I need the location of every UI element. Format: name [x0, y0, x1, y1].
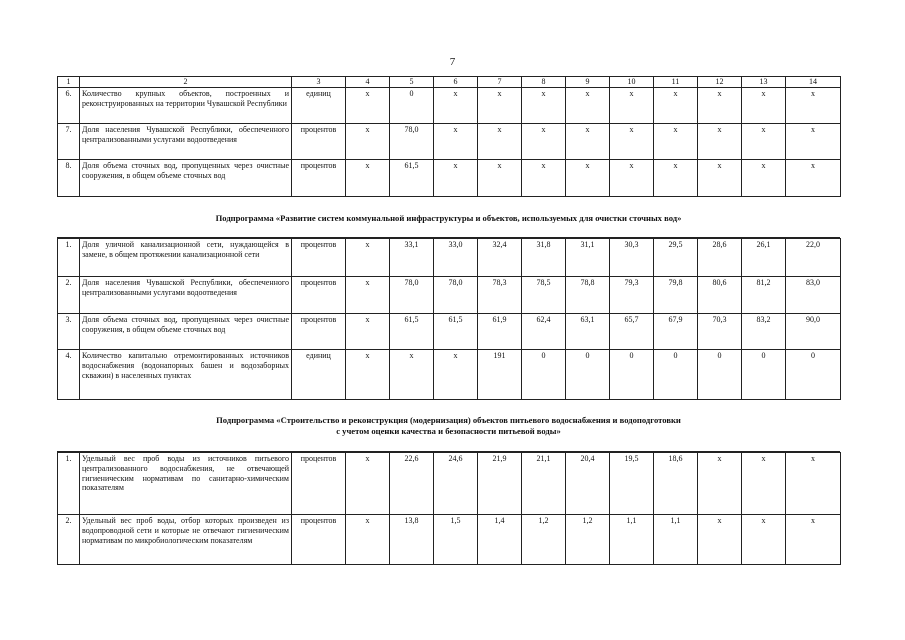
value-cell: x [654, 160, 698, 197]
value-cell: 78,0 [434, 277, 478, 314]
value-cell: 67,9 [654, 314, 698, 350]
value-cell: x [742, 453, 786, 515]
value-cell: x [742, 88, 786, 124]
value-cell: x [610, 124, 654, 160]
column-number: 14 [786, 77, 841, 88]
indicator-name: Количество крупных объектов, построенных и реконструированных на территории Чувашской Республики [80, 88, 292, 124]
unit-of-measure: процентов [292, 515, 346, 565]
value-cell: 1,1 [654, 515, 698, 565]
value-cell: 61,5 [390, 314, 434, 350]
row-number: 4. [58, 350, 80, 400]
value-cell: x [346, 453, 390, 515]
value-cell: x [698, 160, 742, 197]
column-number: 13 [742, 77, 786, 88]
value-cell: x [346, 124, 390, 160]
value-cell: x [346, 239, 390, 277]
column-number: 4 [346, 77, 390, 88]
value-cell: x [654, 88, 698, 124]
value-cell: 80,6 [698, 277, 742, 314]
indicators-table-subprogram-2 [57, 452, 841, 565]
value-cell: x [478, 160, 522, 197]
value-cell: 1,1 [610, 515, 654, 565]
row-number: 6. [58, 88, 80, 124]
value-cell: 22,6 [390, 453, 434, 515]
indicator-name: Доля населения Чувашской Республики, обеспеченного централизованными услугами водоотведения [80, 124, 292, 160]
value-cell: 33,1 [390, 239, 434, 277]
value-cell: 79,3 [610, 277, 654, 314]
value-cell: x [346, 277, 390, 314]
column-number: 6 [434, 77, 478, 88]
indicator-name: Доля уличной канализационной сети, нуждающейся в замене, в общем протяжении канализационной сети [80, 239, 292, 277]
table-row [58, 453, 841, 515]
column-number: 2 [80, 77, 292, 88]
table-row [58, 314, 841, 350]
value-cell: 24,6 [434, 453, 478, 515]
table-row [58, 239, 841, 277]
indicators-table-subprogram-1 [57, 238, 841, 400]
value-cell: x [346, 515, 390, 565]
value-cell: x [698, 453, 742, 515]
indicators-table-part-1 [57, 76, 841, 197]
value-cell: 21,1 [522, 453, 566, 515]
value-cell: x [698, 515, 742, 565]
column-number: 7 [478, 77, 522, 88]
value-cell: 0 [390, 88, 434, 124]
value-cell: x [566, 160, 610, 197]
value-cell: 22,0 [786, 239, 841, 277]
unit-of-measure: процентов [292, 277, 346, 314]
value-cell: x [566, 88, 610, 124]
row-number: 2. [58, 515, 80, 565]
value-cell: 65,7 [610, 314, 654, 350]
column-number: 5 [390, 77, 434, 88]
column-number: 10 [610, 77, 654, 88]
column-number: 12 [698, 77, 742, 88]
value-cell: x [434, 88, 478, 124]
column-number: 9 [566, 77, 610, 88]
value-cell: x [434, 350, 478, 400]
table-row [58, 88, 841, 124]
value-cell: 1,2 [566, 515, 610, 565]
table-row [58, 124, 841, 160]
unit-of-measure: процентов [292, 453, 346, 515]
value-cell: 0 [698, 350, 742, 400]
indicator-name: Доля объема сточных вод, пропущенных через очистные сооружения, в общем объеме сточных вод [80, 160, 292, 197]
value-cell: 61,9 [478, 314, 522, 350]
unit-of-measure: процентов [292, 239, 346, 277]
value-cell: 78,8 [566, 277, 610, 314]
unit-of-measure: единиц [292, 88, 346, 124]
value-cell: 20,4 [566, 453, 610, 515]
value-cell: x [786, 124, 841, 160]
value-cell: x [478, 88, 522, 124]
row-number: 2. [58, 277, 80, 314]
column-number-header-row [58, 77, 841, 88]
value-cell: 61,5 [434, 314, 478, 350]
value-cell: x [654, 124, 698, 160]
value-cell: 70,3 [698, 314, 742, 350]
value-cell: x [742, 124, 786, 160]
indicator-name: Удельный вес проб воды, отбор которых произведен из водопроводной сети и которые не отвечают гигиеническим нормативам по микробиологическим показателям [80, 515, 292, 565]
indicator-name: Доля населения Чувашской Республики, обеспеченного централизованными услугами водоотведения [80, 277, 292, 314]
subprogram-2-title-line-2: с учетом оценки качества и безопасности питьевой воды» [336, 426, 561, 437]
value-cell: 0 [610, 350, 654, 400]
value-cell: x [786, 515, 841, 565]
value-cell: 78,0 [390, 277, 434, 314]
value-cell: 31,1 [566, 239, 610, 277]
value-cell: x [610, 88, 654, 124]
value-cell: x [610, 160, 654, 197]
indicator-name: Количество капитально отремонтированных источников водоснабжения (водонапорных башен и водозаборных скважин) в населенных пунктах [80, 350, 292, 400]
table-row [58, 350, 841, 400]
value-cell: 90,0 [786, 314, 841, 350]
value-cell: x [434, 124, 478, 160]
value-cell: 0 [522, 350, 566, 400]
page-number: 7 [449, 56, 456, 68]
value-cell: 13,8 [390, 515, 434, 565]
value-cell: 83,0 [786, 277, 841, 314]
value-cell: 19,5 [610, 453, 654, 515]
value-cell: x [522, 88, 566, 124]
value-cell: 32,4 [478, 239, 522, 277]
value-cell: x [522, 160, 566, 197]
value-cell: 30,3 [610, 239, 654, 277]
row-number: 3. [58, 314, 80, 350]
value-cell: 78,5 [522, 277, 566, 314]
value-cell: x [566, 124, 610, 160]
subprogram-2-title-line-1: Подпрограмма «Строительство и реконструкция (модернизация) объектов питьевого водоснабжения и водоподготовки [216, 415, 681, 425]
row-number: 1. [58, 239, 80, 277]
value-cell: 78,0 [390, 124, 434, 160]
value-cell: 29,5 [654, 239, 698, 277]
value-cell: 0 [566, 350, 610, 400]
unit-of-measure: единиц [292, 350, 346, 400]
value-cell: x [478, 124, 522, 160]
value-cell: 81,2 [742, 277, 786, 314]
value-cell: x [786, 88, 841, 124]
value-cell: x [742, 515, 786, 565]
value-cell: 61,5 [390, 160, 434, 197]
row-number: 1. [58, 453, 80, 515]
indicator-name: Доля объема сточных вод, пропущенных через очистные сооружения, в общем объеме сточных вод [80, 314, 292, 350]
value-cell: x [346, 314, 390, 350]
column-number: 8 [522, 77, 566, 88]
value-cell: 83,2 [742, 314, 786, 350]
value-cell: 1,2 [522, 515, 566, 565]
value-cell: 26,1 [742, 239, 786, 277]
value-cell: 18,6 [654, 453, 698, 515]
value-cell: x [786, 160, 841, 197]
value-cell: 28,6 [698, 239, 742, 277]
subprogram-1-title: Подпрограмма «Развитие систем коммунальной инфраструктуры и объектов, используемых для очистки сточных вод» [215, 213, 682, 223]
column-number: 3 [292, 77, 346, 88]
value-cell: 31,8 [522, 239, 566, 277]
row-number: 8. [58, 160, 80, 197]
value-cell: 62,4 [522, 314, 566, 350]
value-cell: x [434, 160, 478, 197]
value-cell: x [786, 453, 841, 515]
value-cell: 191 [478, 350, 522, 400]
unit-of-measure: процентов [292, 160, 346, 197]
subprogram-2-title [57, 415, 840, 437]
value-cell: x [698, 124, 742, 160]
value-cell: 0 [786, 350, 841, 400]
row-number: 7. [58, 124, 80, 160]
value-cell: 0 [654, 350, 698, 400]
value-cell: 79,8 [654, 277, 698, 314]
table-row [58, 277, 841, 314]
value-cell: 63,1 [566, 314, 610, 350]
value-cell: x [522, 124, 566, 160]
table-row [58, 515, 841, 565]
column-number: 11 [654, 77, 698, 88]
value-cell: x [698, 88, 742, 124]
value-cell: x [346, 160, 390, 197]
value-cell: 1,5 [434, 515, 478, 565]
value-cell: 0 [742, 350, 786, 400]
value-cell: x [742, 160, 786, 197]
table-row [58, 160, 841, 197]
value-cell: x [346, 88, 390, 124]
value-cell: x [390, 350, 434, 400]
value-cell: 78,3 [478, 277, 522, 314]
indicator-name: Удельный вес проб воды из источников питьевого централизованного водоснабжения, не отвечающей гигиеническим нормативам по санитарно-химическим показателям [80, 453, 292, 515]
value-cell: x [346, 350, 390, 400]
unit-of-measure: процентов [292, 314, 346, 350]
column-number: 1 [58, 77, 80, 88]
value-cell: 1,4 [478, 515, 522, 565]
unit-of-measure: процентов [292, 124, 346, 160]
value-cell: 21,9 [478, 453, 522, 515]
value-cell: 33,0 [434, 239, 478, 277]
